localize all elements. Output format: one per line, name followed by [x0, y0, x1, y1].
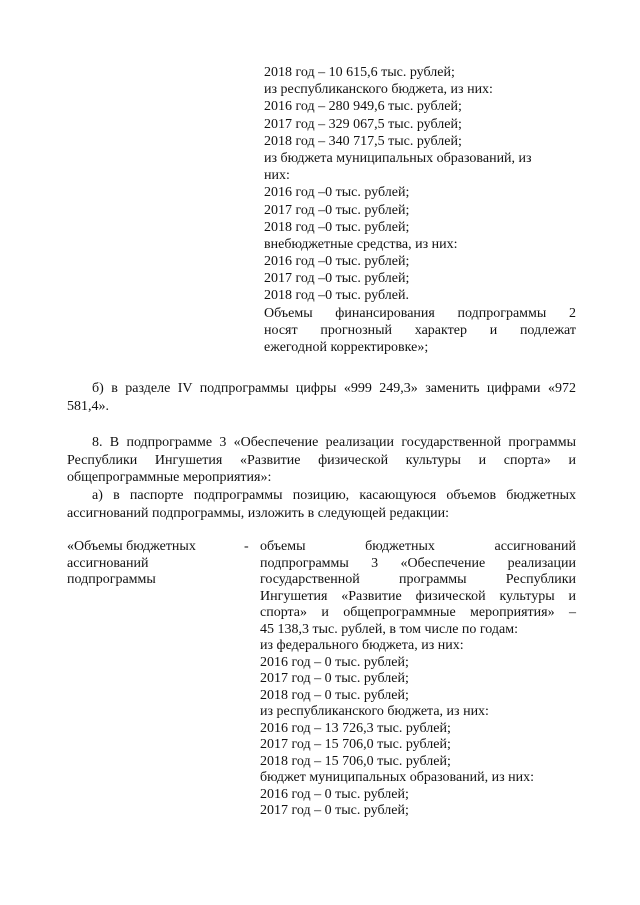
label-line: подпрограммы [67, 572, 156, 587]
value-line: 2018 год – 0 тыс. рублей; [260, 687, 409, 703]
text-line: 2018 год – 340 717,5 тыс. рублей; [264, 133, 462, 149]
text-line: них: [264, 168, 290, 184]
value-line: государственной программы Республики [260, 572, 576, 587]
text-line: Объемы финансирования подпрограммы 2 [264, 305, 576, 321]
value-line: 2017 год – 0 тыс. рублей; [260, 803, 409, 818]
text-line: 2016 год – 280 949,6 тыс. рублей; [264, 99, 462, 115]
text-line: 2018 год –0 тыс. рублей; [264, 219, 410, 235]
value-line: 2017 год – 0 тыс. рублей; [260, 671, 409, 686]
value-line: спорта» и общепрограммные мероприятия» – [260, 605, 576, 620]
text-line: 2017 год – 329 067,5 тыс. рублей; [264, 116, 462, 132]
value-line: из федерального бюджета, из них: [260, 638, 464, 653]
value-line: бюджет муниципальных образований, из них: [260, 770, 535, 785]
text-line: носят прогнозный характер и подлежат [264, 322, 576, 338]
paragraph-line: ассигнований подпрограммы, изложить в следующей редакции: [67, 505, 450, 521]
value-line: 2016 год – 0 тыс. рублей; [260, 786, 409, 802]
paragraph-line: 8. В подпрограмме 3 «Обеспечение реализации государственной программы [92, 435, 576, 450]
text-line: 2016 год –0 тыс. рублей; [264, 254, 410, 270]
text-line: 2017 год –0 тыс. рублей; [264, 202, 410, 218]
table-dash: - [244, 539, 249, 554]
paragraph-line: 581,4». [67, 398, 109, 414]
table-label-cell [67, 539, 237, 589]
text-line: 2018 год –0 тыс. рублей. [264, 288, 409, 304]
value-line: 2018 год – 15 706,0 тыс. рублей; [260, 753, 451, 769]
text-line: из республиканского бюджета, из них: [264, 82, 493, 98]
text-line: из бюджета муниципальных образований, из [264, 150, 532, 166]
value-line: объемы бюджетных ассигнований [260, 539, 576, 554]
text-line: 2018 год – 10 615,6 тыс. рублей; [264, 65, 455, 80]
table-value-cell [260, 539, 576, 820]
text-line: ежегодной корректировке»; [264, 340, 429, 355]
value-line: подпрограммы 3 «Обеспечение реализации [260, 555, 576, 571]
label-line: «Объемы бюджетных [67, 539, 196, 554]
budget-continuation-block [264, 64, 576, 356]
paragraph-a [67, 487, 576, 522]
text-line: внебюджетные средства, из них: [264, 236, 458, 252]
value-line: 2016 год – 13 726,3 тыс. рублей; [260, 720, 451, 736]
value-line: Ингушетия «Развитие физической культуры и [260, 588, 576, 604]
text-line: 2017 год –0 тыс. рублей; [264, 271, 410, 287]
text-line: 2016 год –0 тыс. рублей; [264, 185, 410, 201]
value-line: 45 138,3 тыс. рублей, в том числе по годам: [260, 621, 518, 637]
paragraph-line: Республики Ингушетия «Развитие физической культуры и спорта» и [67, 452, 576, 468]
paragraph-8 [67, 434, 576, 487]
value-line: из республиканского бюджета, из них: [260, 704, 489, 719]
paragraph-line: общепрограммные мероприятия»: [67, 470, 272, 485]
paragraph-line: а) в паспорте подпрограммы позицию, касающуюся объемов бюджетных [92, 488, 576, 503]
label-line: ассигнований [67, 555, 149, 571]
value-line: 2017 год – 15 706,0 тыс. рублей; [260, 737, 451, 752]
paragraph-line: б) в разделе IV подпрограммы цифры «999 249,3» заменить цифрами «972 [92, 381, 576, 396]
value-line: 2016 год – 0 тыс. рублей; [260, 654, 409, 670]
paragraph-b [67, 380, 576, 415]
